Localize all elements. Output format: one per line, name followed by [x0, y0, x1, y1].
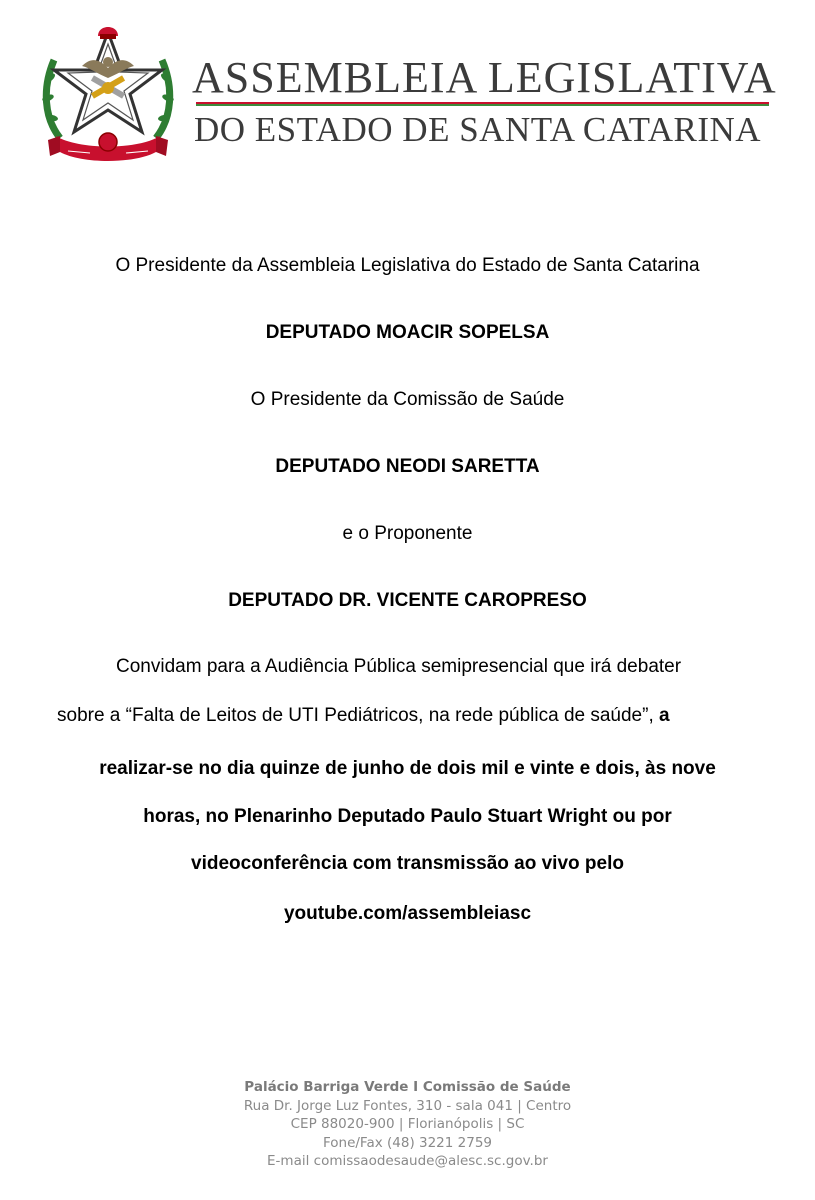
invitation-line-2-bold: a [659, 705, 670, 726]
footer-address: Rua Dr. Jorge Luz Fontes, 310 - sala 041 | Centro [243, 1097, 572, 1114]
footer-contact [0, 1078, 815, 1171]
footer-cep: CEP 88020-900 | Florianópolis | SC [290, 1116, 525, 1132]
footer-title: Palácio Barriga Verde I Comissão de Saúde [244, 1079, 571, 1095]
santa-catarina-coat-of-arms-icon [38, 18, 178, 168]
invitation-line-2-text: sobre a “Falta de Leitos de UTI Pediátricos, na rede pública de saúde”, [57, 705, 654, 726]
header-divider [196, 102, 769, 106]
footer-email: E-mail comissaodesaude@alesc.sc.gov.br [267, 1153, 548, 1169]
name-vicente-caropreso: DEPUTADO DR. VICENTE CAROPRESO [228, 590, 587, 611]
invitation-line-1: Convidam para a Audiência Pública semipresencial que irá debater [116, 656, 682, 677]
org-name-line2: DO ESTADO DE SANTA CATARINA [194, 110, 762, 149]
presidente-comissao-line: O Presidente da Comissão de Saúde [250, 389, 565, 410]
name-neodi-saretta: DEPUTADO NEODI SARETTA [275, 456, 540, 477]
presidente-assembleia-line: O Presidente da Assembleia Legislativa do Estado de Santa Catarina [115, 255, 700, 276]
name-moacir-sopelsa: DEPUTADO MOACIR SOPELSA [265, 322, 550, 343]
org-name-line1: ASSEMBLEIA LEGISLATIVA [192, 53, 777, 102]
header-divider-green [196, 104, 769, 106]
invitation-line-2 [57, 705, 670, 727]
invitation-line-4: horas, no Plenarinho Deputado Paulo Stuart Wright ou por [143, 806, 672, 827]
letterhead [38, 18, 778, 173]
invitation-line-3: realizar-se no dia quinze de junho de dois mil e vinte e dois, às nove [99, 758, 716, 779]
footer-phone: Fone/Fax (48) 3221 2759 [322, 1134, 493, 1151]
invitation-youtube-link: youtube.com/assembleiasc [283, 903, 532, 924]
proponente-line: e o Proponente [342, 523, 473, 544]
invitation-line-5: videoconferência com transmissão ao vivo pelo [191, 853, 624, 874]
